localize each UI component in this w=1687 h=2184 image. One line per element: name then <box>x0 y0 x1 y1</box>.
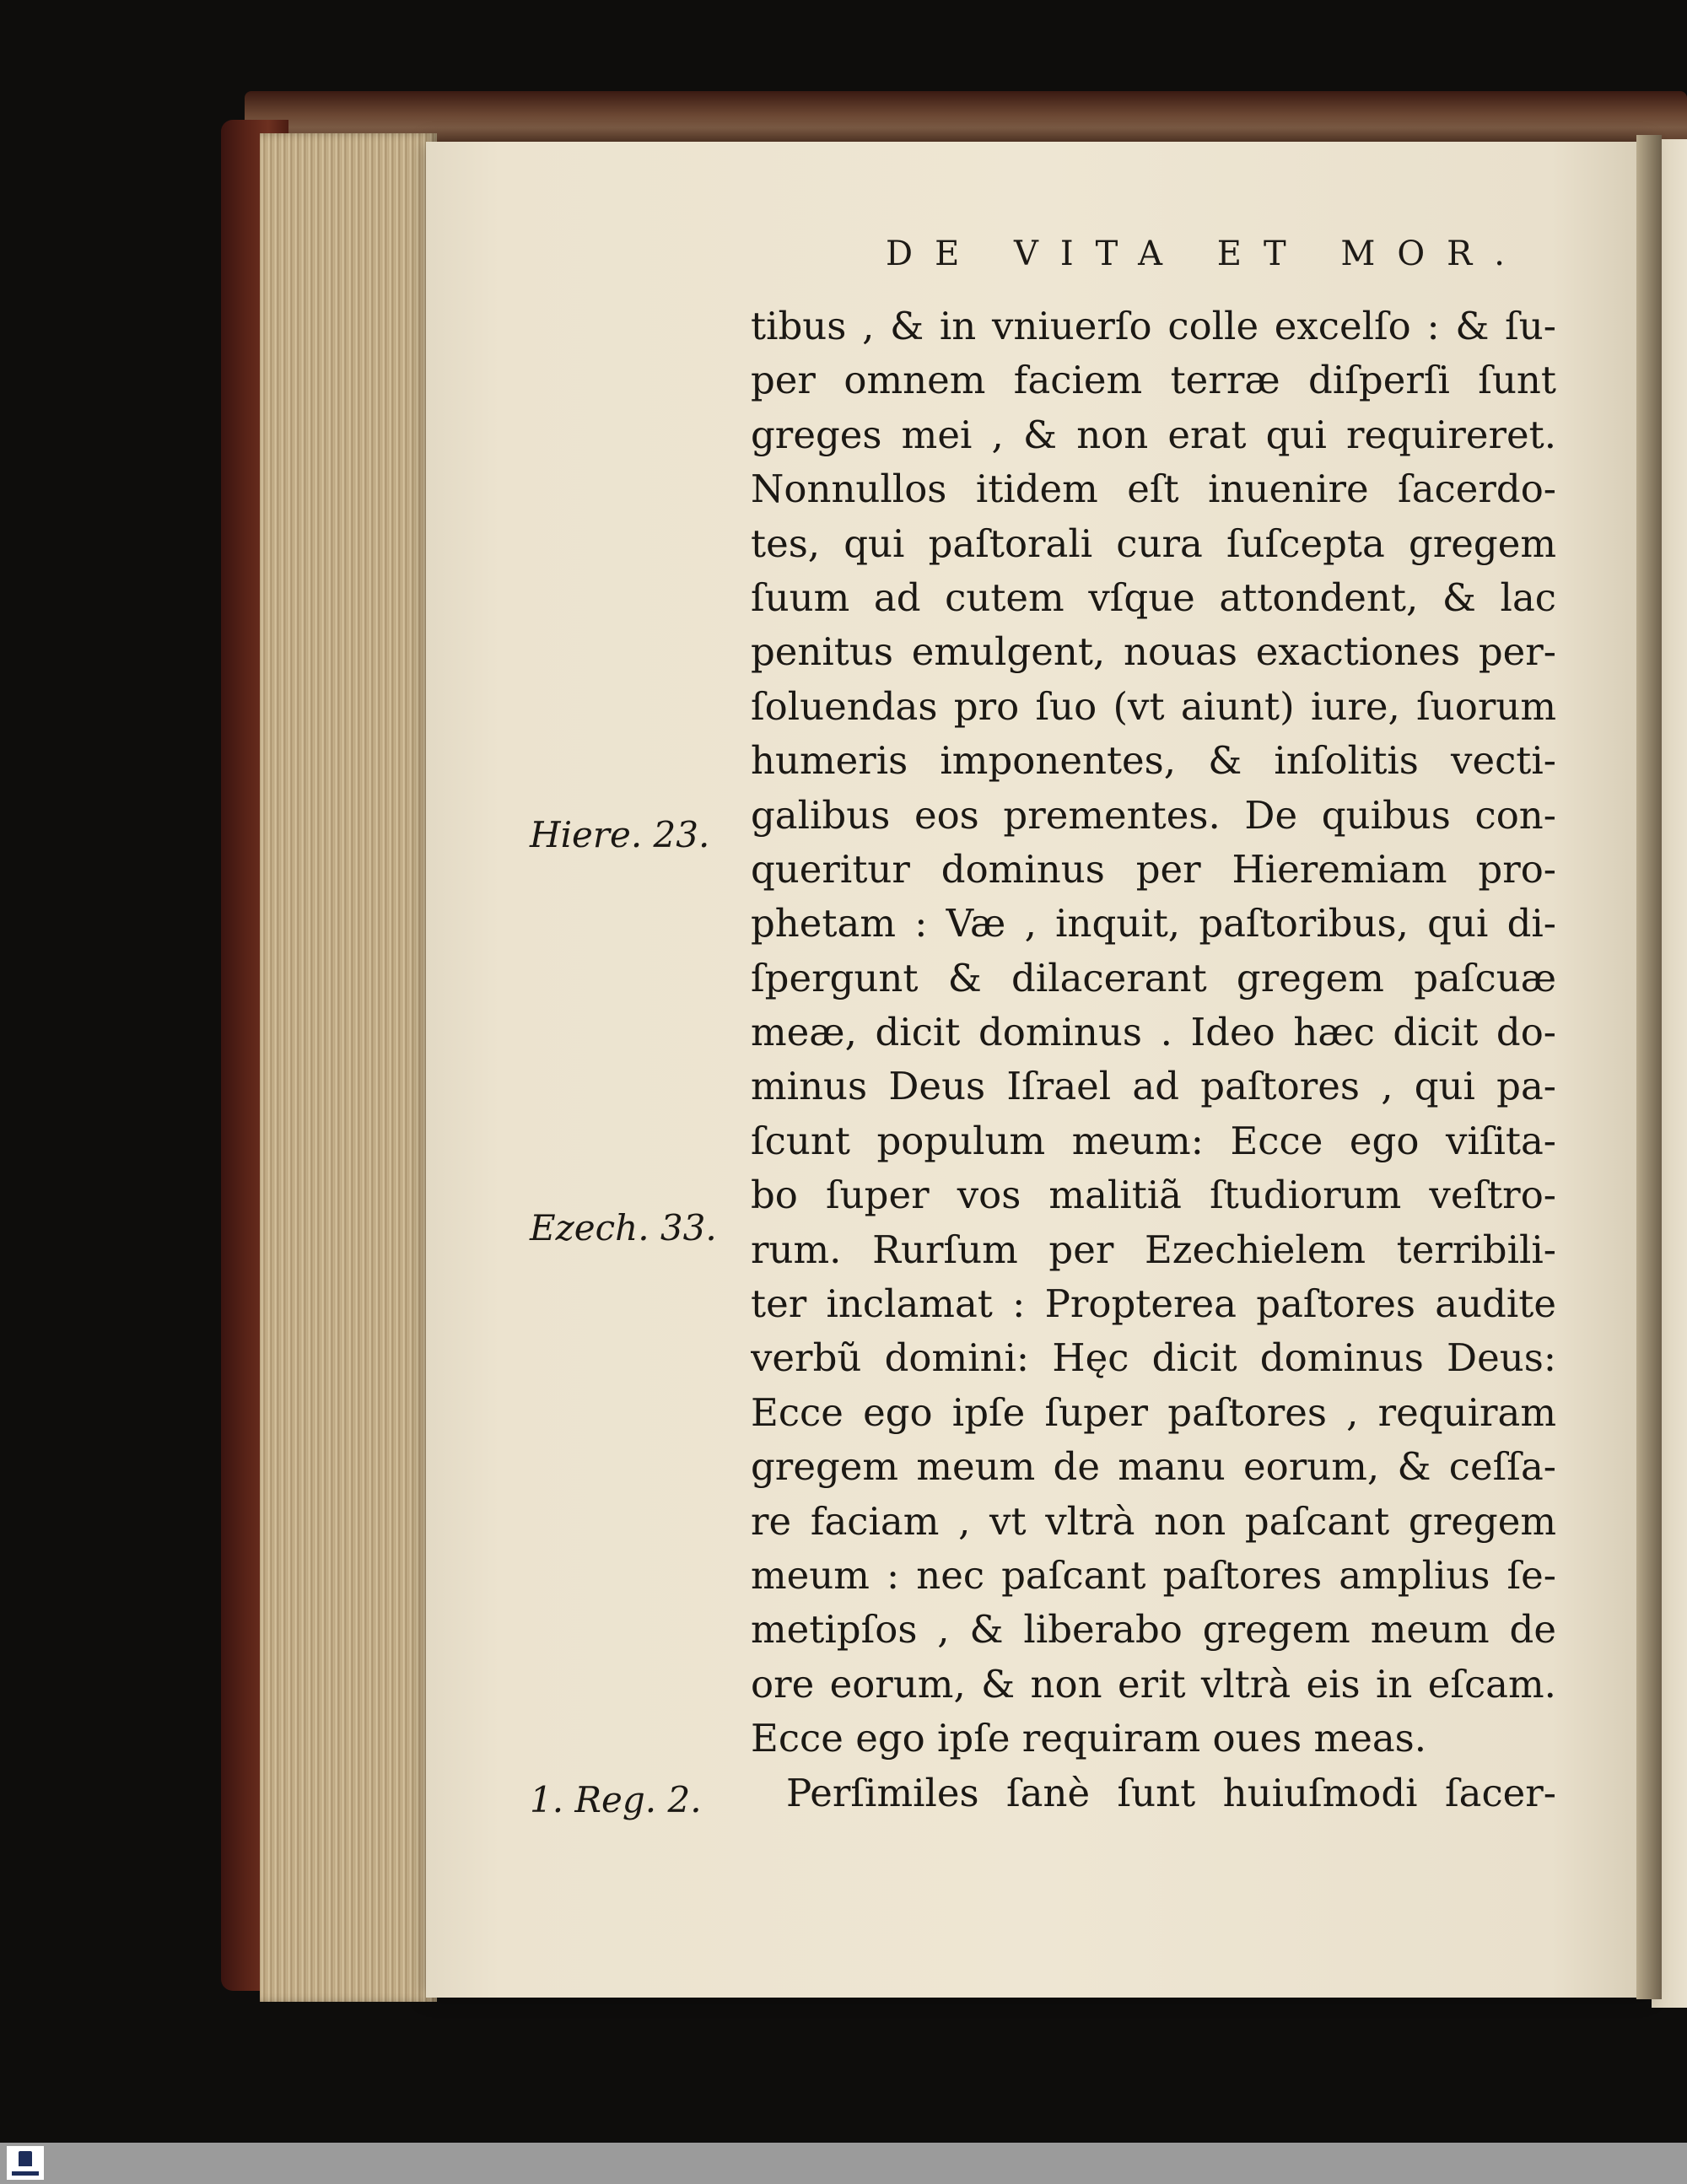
text-line: Nonnullos itidem eſt inuenire ſacerdo- <box>751 466 1556 512</box>
body-text <box>751 299 1556 1820</box>
text-line: Perſimiles ſanè ſunt huiuſmodi ſacer- <box>786 1770 1556 1815</box>
text-line: rum. Rurſum per Ezechielem terribili- <box>751 1227 1556 1272</box>
text-line: metipſos , & liberabo gregem meum de <box>751 1607 1556 1653</box>
margin-note: 1. Reg. 2. <box>530 1779 702 1820</box>
text-line: meum : nec paſcant paſtores amplius ſe- <box>751 1552 1556 1598</box>
text-line: ſcunt populum meum: Ecce ego viſita- <box>751 1118 1556 1163</box>
margin-note: Ezech. 33. <box>530 1207 717 1248</box>
text-line: Ecce ego ipſe requiram oues meas. <box>751 1716 1427 1761</box>
text-line: tibus , & in vniuerſo colle excelſo : & ſu- <box>751 304 1556 348</box>
text-line: greges mei , & non erat qui requireret. <box>751 412 1556 457</box>
margin-note: Hiere. 23. <box>530 814 710 855</box>
viewer-footer-bar <box>0 2143 1687 2184</box>
text-line: verbũ domini: Hęc dicit dominus Deus: <box>751 1335 1556 1381</box>
text-line: ore eorum, & non erit vltrà eis in eſcam. <box>751 1661 1556 1707</box>
text-line: ſoluendas pro ſuo (vt aiunt) iure, ſuorum <box>751 683 1556 729</box>
text-line: humeris imponentes, & inſolitis vecti- <box>751 738 1556 784</box>
text-line: penitus emulgent, nouas exactiones per- <box>751 629 1556 675</box>
page-gutter <box>1636 135 1662 1999</box>
book-top-edge <box>245 91 1687 143</box>
text-line: bo ſuper vos malitiã ſtudiorum veſtro- <box>751 1173 1556 1218</box>
text-line: ſpergunt & dilacerant gregem paſcuæ <box>751 955 1556 1000</box>
page-edges <box>260 133 437 2002</box>
library-logo-icon <box>7 2146 44 2180</box>
text-line: minus Deus Iſrael ad paſtores , qui pa- <box>751 1064 1556 1109</box>
text-line: Ecce ego ipſe ſuper paſtores , requiram <box>751 1389 1556 1435</box>
text-line: ter inclamat : Propterea paſtores audite <box>751 1281 1556 1327</box>
text-line: gregem meum de manu eorum, & ceſſa- <box>751 1444 1556 1490</box>
running-head: DE VITA ET MOR. <box>886 235 1527 273</box>
text-line: ſuum ad cutem vſque attondent, & lac <box>751 574 1556 620</box>
text-line: meæ, dicit dominus . Ideo hæc dicit do- <box>751 1010 1556 1055</box>
text-line: galibus eos prementes. De quibus con- <box>751 792 1556 838</box>
text-line: tes, qui paſtorali cura ſuſcepta gregem <box>751 520 1556 566</box>
text-line: phetam : Væ , inquit, paſtoribus, qui di- <box>751 901 1556 946</box>
text-line: queritur dominus per Hieremiam pro- <box>751 846 1556 892</box>
text-line: re faciam , vt vltrà non paſcant gregem <box>751 1498 1556 1544</box>
text-line: per omnem faciem terræ diſperſi ſunt <box>751 358 1556 403</box>
